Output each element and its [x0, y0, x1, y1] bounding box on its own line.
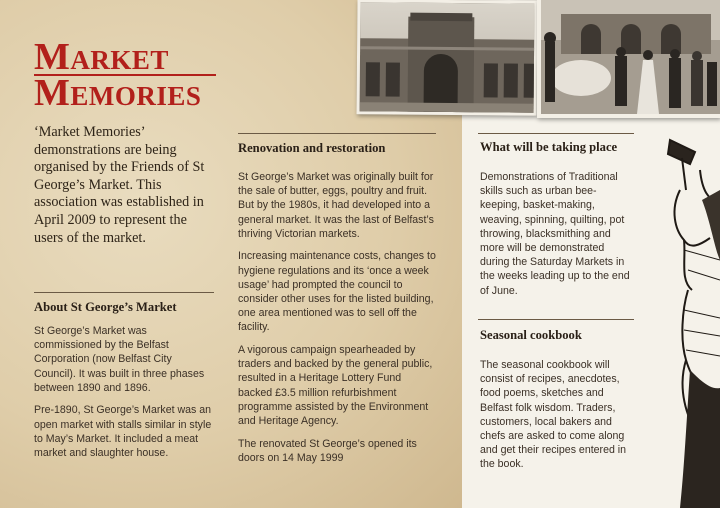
about-heading: About St George’s Market — [34, 300, 177, 314]
about-body — [34, 324, 214, 469]
renovation-paragraph: A vigorous campaign spearheaded by traders and backed by the general public, resulted in a Heritage Lottery Fund backed £3.5 million refurbishment programme assisted by the Environment and Heritage Agency. — [238, 344, 433, 428]
title-line-1: Market — [34, 40, 216, 76]
market-crowd-photo — [537, 0, 720, 118]
renovation-body — [238, 170, 438, 473]
intro-text: ‘Market Memories’ demonstrations are being organised by the Friends of St George’s Market. This association was established in April 2009 to represent the users of the market. — [34, 124, 205, 246]
about-paragraph: St George’s Market was commissioned by the Belfast Corporation (now Belfast City Council). It was built in three phases between 1890 and 1896. — [34, 325, 205, 394]
renovation-paragraph: St George’s Market was originally built for the sale of butter, eggs, poultry and fruit. But by the 1980s, it had developed into a general market. It was the last of Belfast’s thriving Victorian markets. — [238, 171, 434, 240]
about-paragraph: Pre-1890, St George’s Market was an open market with stalls similar in style to May’s Market. It included a meat market and slaughter house. — [34, 404, 212, 460]
renovation-paragraph: Increasing maintenance costs, changes to hygiene regulations and its ‘once a week usage’ had prompted the council to consider other uses for the listed building, one area mentioned was to sell off the facility. — [238, 250, 436, 334]
taking-place-heading: What will be taking place — [480, 140, 618, 154]
renovation-paragraph: The renovated St George’s opened its doors on 14 May 1999 — [238, 437, 417, 464]
renovation-heading: Renovation and restoration — [238, 141, 386, 155]
cookbook-heading: Seasonal cookbook — [480, 328, 582, 342]
taking-place-rule — [478, 133, 634, 134]
title-line-2: Memories — [34, 72, 202, 114]
market-building-photo — [357, 0, 538, 116]
about-rule — [34, 292, 214, 293]
page-title — [34, 36, 216, 114]
cookbook-body: The seasonal cookbook will consist of recipes, anecdotes, food poems, sketches and Belfast folk wisdom. Traders, customers, local bakers and chefs are asked to come along and get their recipes entered in the book. — [480, 359, 627, 471]
blacksmith-illustration — [640, 130, 720, 508]
renovation-rule — [238, 133, 436, 134]
cookbook-rule — [478, 319, 634, 320]
taking-place-body: Demonstrations of Traditional skills such as urban bee-keeping, basket-making, weaving, spinning, quilting, pot throwing, blacksmithing and more will be demonstrated during the Saturday Markets in the weeks leading up to the end of June. — [480, 171, 630, 297]
